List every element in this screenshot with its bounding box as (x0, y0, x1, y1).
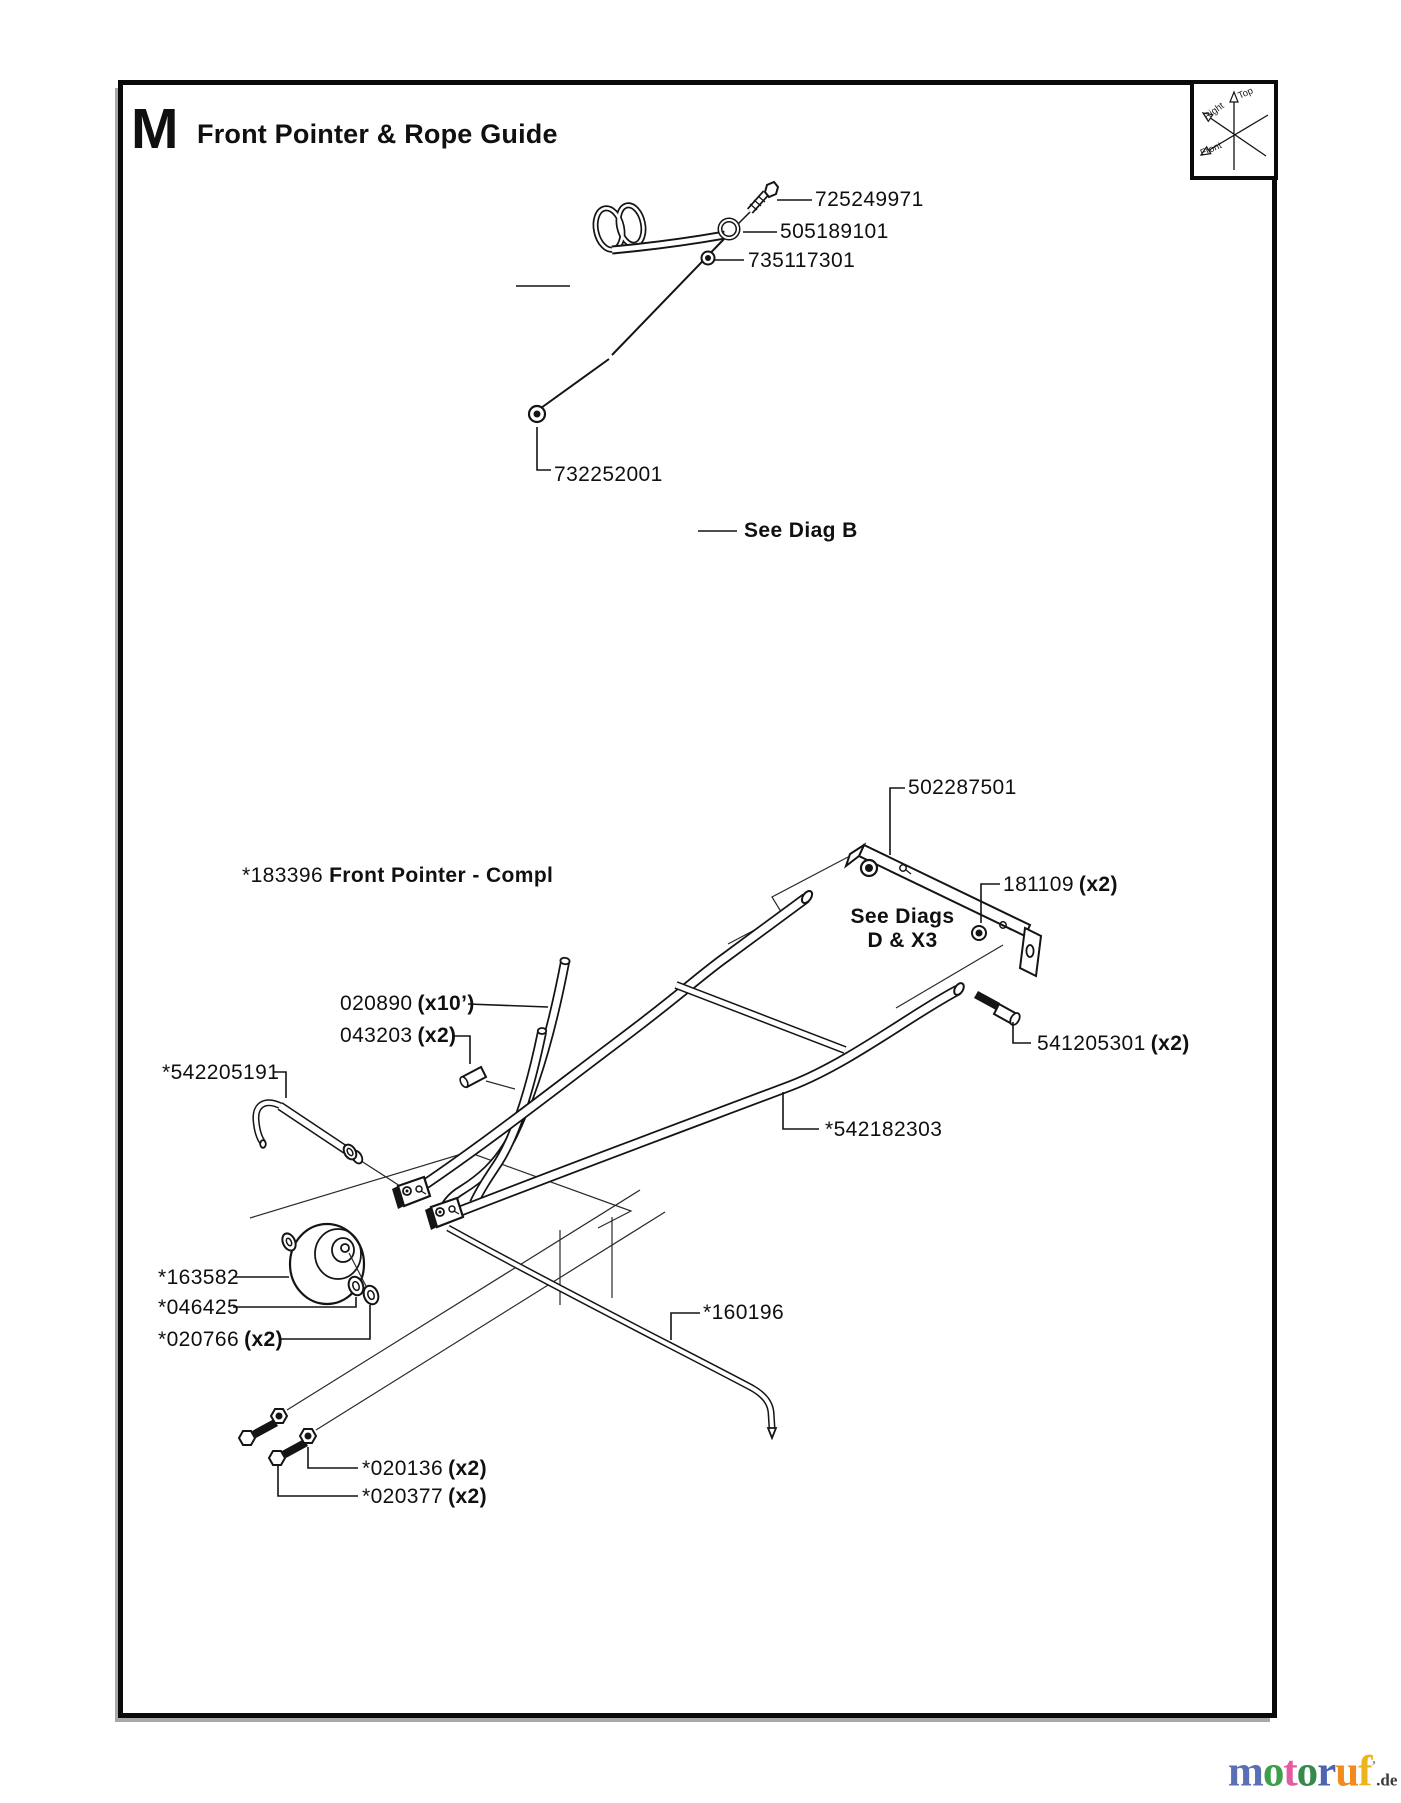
axis-label-right: Right (1201, 100, 1227, 123)
part-label-043203 (340, 1024, 456, 1048)
see-diags-line2: D & X3 (867, 929, 938, 952)
part-label-020377 (362, 1485, 487, 1509)
rope-guide-nut-upper (702, 252, 715, 265)
part-number: 020890 (340, 992, 413, 1015)
part-number: *020766 (158, 1328, 240, 1351)
front-pointer-assembly (233, 788, 1041, 1496)
part-number: *020377 (362, 1485, 444, 1508)
part-label-541205301 (1037, 1032, 1190, 1056)
assembly-number: *183396 (242, 864, 324, 887)
part-label-020766 (158, 1328, 283, 1352)
part-qty: (x2) (1150, 1032, 1190, 1055)
part-qty: (x2) (448, 1457, 488, 1480)
part-qty: (x2) (417, 1024, 457, 1047)
page-title: Front Pointer & Rope Guide (197, 119, 558, 149)
connector-043203 (459, 1067, 515, 1089)
part-label-020890 (340, 992, 475, 1016)
part-label-160196: *160196 (703, 1301, 785, 1324)
axis-label-top: Top (1236, 85, 1255, 102)
part-number: 541205301 (1037, 1032, 1146, 1055)
part-label-542205191: *542205191 (162, 1061, 280, 1084)
part-label-163582: *163582 (158, 1266, 240, 1289)
see-diags-note (820, 905, 985, 953)
part-label-046425: *046425 (158, 1296, 240, 1319)
see-diags-line1: See Diags (850, 905, 955, 928)
nut-020136-lower (300, 1429, 316, 1443)
part-label-732252001: 732252001 (554, 463, 663, 486)
part-number: *020136 (362, 1457, 444, 1480)
assembly-label-183396 (242, 864, 553, 888)
part-qty: (x2) (244, 1328, 284, 1351)
part-qty: (x2) (448, 1485, 488, 1508)
bolt-541205301 (974, 991, 1022, 1027)
part-label-502287501: 502287501 (908, 776, 1017, 799)
part-label-725249971: 725249971 (815, 188, 924, 211)
axis-label-front: Front (1198, 140, 1224, 159)
part-label-181109 (1003, 873, 1118, 897)
part-label-735117301: 735117301 (748, 249, 856, 272)
motoruf-watermark-logo[interactable] (1228, 1744, 1397, 1803)
clamp-block-a (392, 1177, 430, 1209)
part-label-020136 (362, 1457, 487, 1481)
part-label-542182303: *542182303 (825, 1118, 943, 1141)
assembly-name: Front Pointer - Compl (329, 864, 554, 887)
part-qty: (x2) (1078, 873, 1118, 896)
watermark-tick: ’ (1371, 1759, 1377, 1774)
hook-rod-542205191 (256, 1103, 365, 1166)
section-letter: M (131, 97, 178, 161)
part-number: 043203 (340, 1024, 413, 1047)
watermark-brand: motoruf (1228, 1748, 1372, 1796)
part-qty: (x10’) (417, 992, 475, 1015)
rope-guide-nut-lower (529, 406, 545, 422)
bolt-020377-lower (269, 1439, 308, 1465)
clamp-block-b (425, 1198, 463, 1230)
part-number: 181109 (1003, 873, 1074, 896)
see-diag-b-note: See Diag B (744, 519, 858, 542)
rope-guide-bolt (738, 182, 778, 224)
nut-020136-upper (271, 1409, 287, 1423)
bolt-020377-upper (239, 1419, 278, 1445)
part-label-505189101: 505189101 (780, 220, 889, 243)
rope-guide-coil (592, 203, 738, 252)
watermark-suffix: .de (1376, 1770, 1398, 1790)
